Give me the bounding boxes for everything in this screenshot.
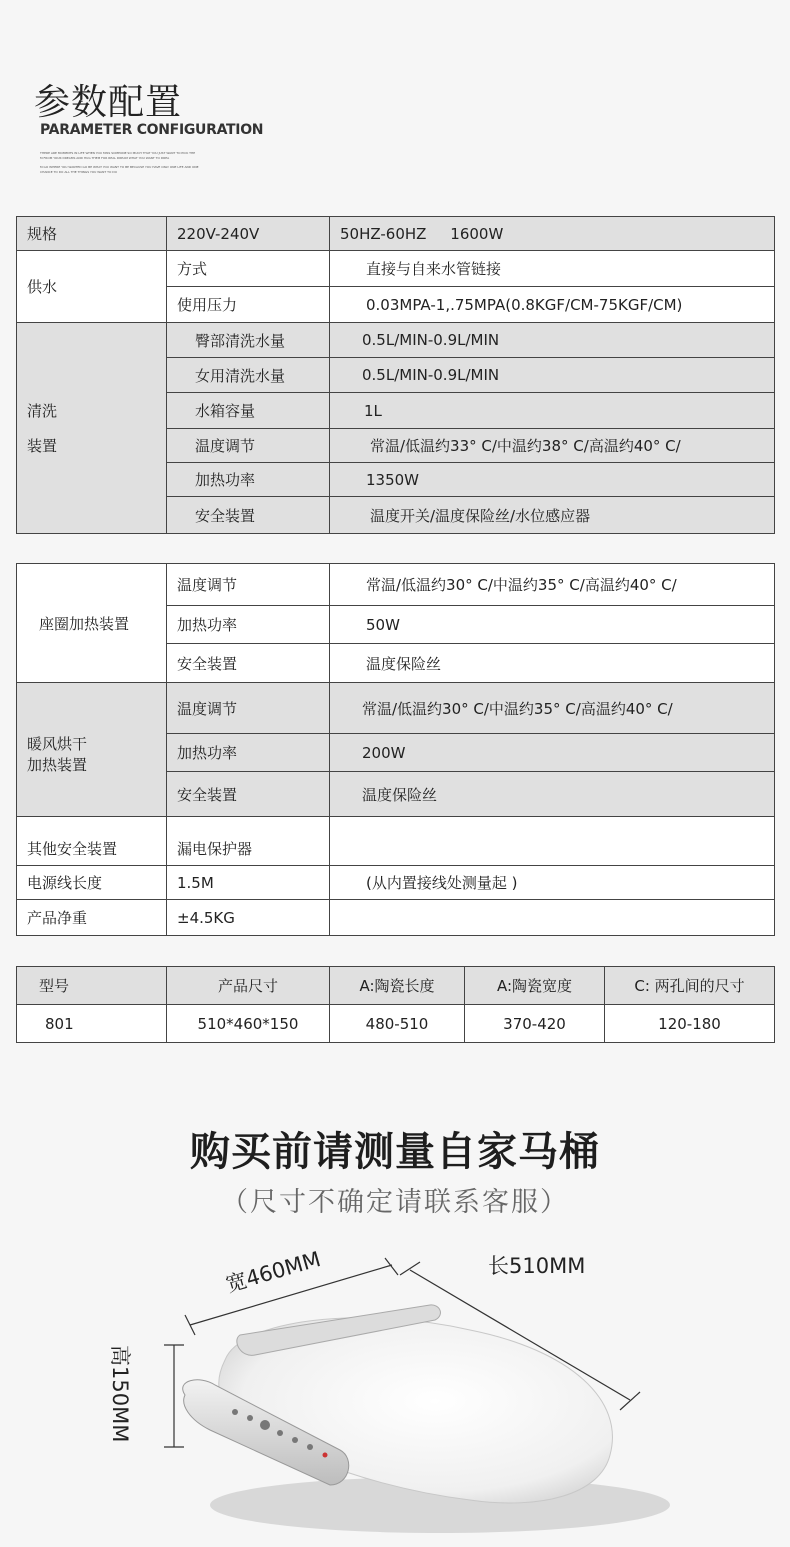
fine-print-line: THERE ARE MOMENTS IN LIFE WHEN YOU MISS SOMEONE SO MUCH THAT YOU JUST WANT TO PICK THE — [40, 151, 196, 155]
row-note: (从内置接线处测量起 ) — [330, 866, 775, 900]
table-row — [17, 900, 775, 936]
fine-print-line: M FROM YOUR DREAMS AND HUG THEM FOR REAL DREAM WHAT YOU WANT TO DREA — [40, 156, 170, 160]
spec-table-water — [16, 216, 775, 534]
group-label-line: 加热装置 — [27, 755, 88, 774]
row-label: 水箱容量 — [167, 393, 330, 429]
row-label: 臀部清洗水量 — [167, 323, 330, 358]
group-label-seat: 座圈加热装置 — [17, 564, 167, 683]
table-row — [17, 323, 775, 358]
row-label: 安全装置 — [167, 497, 330, 534]
spec-table-heating — [16, 563, 775, 936]
row-value: 温度开关/温度保险丝/水位感应器 — [330, 497, 775, 534]
row-value: 温度保险丝 — [330, 772, 775, 817]
row-value: 200W — [330, 734, 775, 772]
row-label: 其他安全装置 — [17, 817, 167, 866]
row-value: 0.03MPA-1,.75MPA(0.8KGF/CM-75KGF/CM) — [330, 287, 775, 323]
row-label: 加热功率 — [167, 734, 330, 772]
column-header: A:陶瓷长度 — [330, 967, 465, 1005]
row-value: 50W — [330, 606, 775, 644]
table-cell: 480-510 — [330, 1005, 465, 1043]
table-cell: 801 — [17, 1005, 167, 1043]
table-row — [17, 564, 775, 606]
row-value: 常温/低温约33° C/中温约38° C/高温约40° C/ — [330, 429, 775, 463]
row-label: 女用清洗水量 — [167, 358, 330, 393]
row-note — [330, 900, 775, 936]
row-label: 安全装置 — [167, 772, 330, 817]
row-label: 方式 — [167, 251, 330, 287]
row-label: 加热功率 — [167, 463, 330, 497]
table-row — [17, 683, 775, 734]
group-label-line: 装置 — [27, 437, 58, 455]
measure-subline: （尺寸不确定请联系客服） — [221, 1187, 569, 1218]
dimension-table — [16, 966, 775, 1043]
page-subtitle: PARAMETER CONFIGURATION — [40, 122, 264, 138]
spec-voltage: 220V-240V — [167, 217, 330, 251]
table-row — [17, 817, 775, 866]
height-label: 高150MM — [108, 1345, 132, 1443]
group-label-line: 暖风烘干 — [27, 734, 88, 753]
row-label: 加热功率 — [167, 606, 330, 644]
column-header: A:陶瓷宽度 — [465, 967, 605, 1005]
spec-frequency-power: 50HZ-60HZ 1600W — [330, 217, 775, 251]
row-value: 温度保险丝 — [330, 644, 775, 683]
row-value: 常温/低温约30° C/中温约35° C/高温约40° C/ — [330, 683, 775, 734]
width-label: 宽460MM — [223, 1247, 324, 1297]
row-label: 温度调节 — [167, 429, 330, 463]
table-header-row — [17, 967, 775, 1005]
row-label: 产品净重 — [17, 900, 167, 936]
row-value: 1350W — [330, 463, 775, 497]
row-value: 0.5L/MIN-0.9L/MIN — [330, 358, 775, 393]
page-title: 参数配置 — [34, 82, 183, 123]
length-label: 长510MM — [488, 1254, 586, 1278]
fine-print-line: CHANCE TO DO ALL THE THINGS YOU WANT TO DO — [40, 170, 117, 174]
row-value: 1L — [330, 393, 775, 429]
fine-print-line: M GO WHERE YOU WANTED GO BE WHAT YOU WANT TO BE BECAUSE YOU HAVE ONLY ONE LIFE AND ONE — [40, 165, 199, 169]
row-label: 温度调节 — [167, 683, 330, 734]
row-label: 安全装置 — [167, 644, 330, 683]
row-value: ±4.5KG — [167, 900, 330, 936]
spec-label: 规格 — [17, 217, 167, 251]
column-header: C: 两孔间的尺寸 — [605, 967, 775, 1005]
table-row — [17, 866, 775, 900]
column-header: 产品尺寸 — [167, 967, 330, 1005]
table-cell: 120-180 — [605, 1005, 775, 1043]
row-value: 常温/低温约30° C/中温约35° C/高温约40° C/ — [330, 564, 775, 606]
group-label-line: 清洗 — [27, 402, 58, 420]
group-label-supply: 供水 — [17, 251, 167, 323]
group-label-clean — [17, 323, 167, 534]
row-value: 直接与自来水管链接 — [330, 251, 775, 287]
row-value: 1.5M — [167, 866, 330, 900]
table-cell: 510*460*150 — [167, 1005, 330, 1043]
table-row — [17, 251, 775, 287]
row-label: 使用压力 — [167, 287, 330, 323]
group-label-dryer — [17, 683, 167, 817]
table-cell: 370-420 — [465, 1005, 605, 1043]
row-value: 0.5L/MIN-0.9L/MIN — [330, 323, 775, 358]
row-label: 温度调节 — [167, 564, 330, 606]
column-header: 型号 — [17, 967, 167, 1005]
row-value: 漏电保护器 — [167, 817, 330, 866]
row-note — [330, 817, 775, 866]
table-row — [17, 1005, 775, 1043]
measure-headline: 购买前请测量自家马桶 — [190, 1129, 600, 1175]
table-row — [17, 217, 775, 251]
row-label: 电源线长度 — [17, 866, 167, 900]
